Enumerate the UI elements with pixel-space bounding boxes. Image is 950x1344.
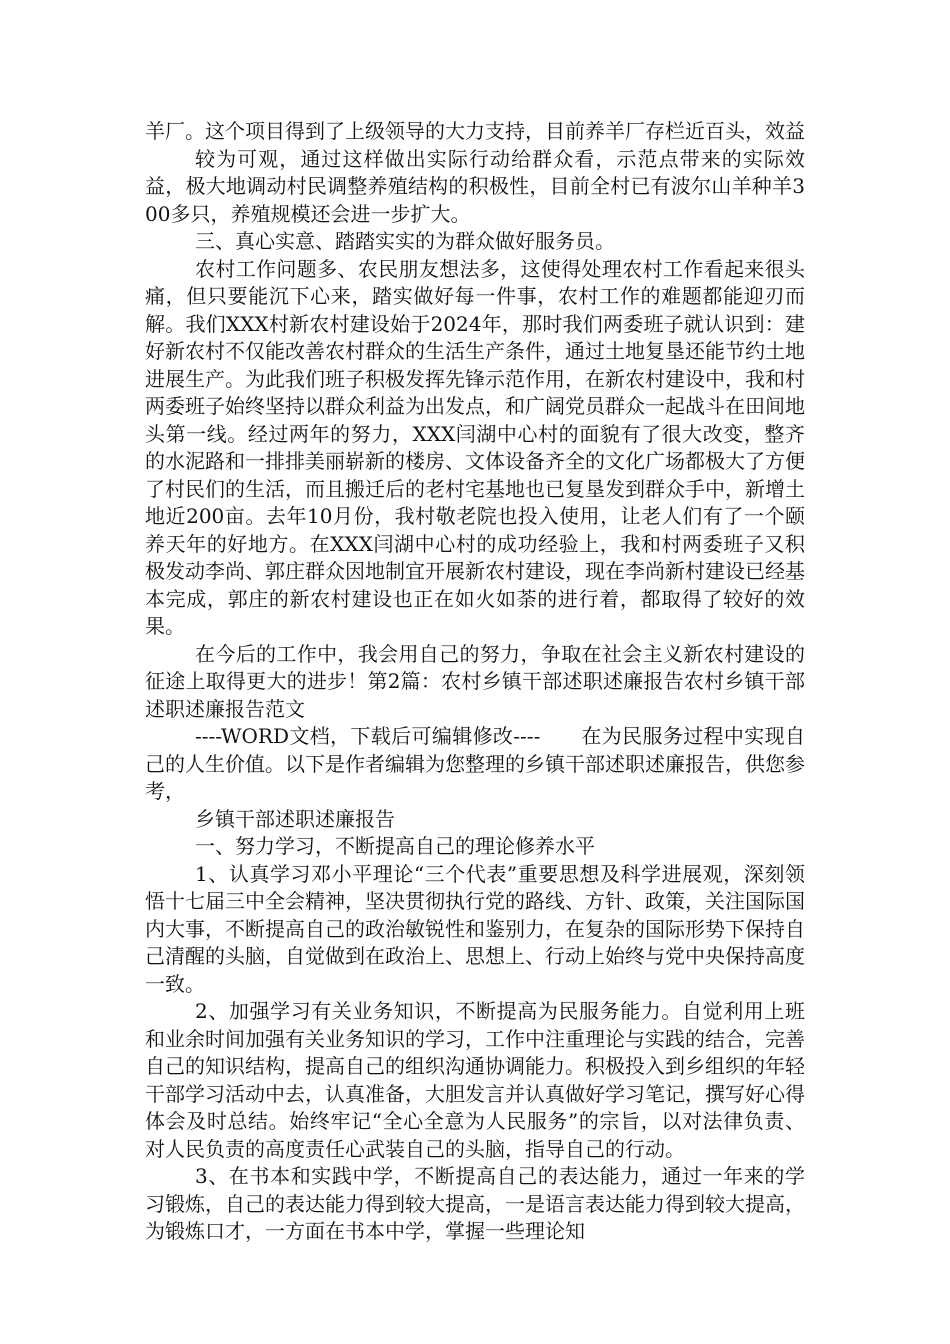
document-body: [145, 118, 805, 1246]
paragraph-11: 3、在书本和实践中学，不断提高自己的表达能力，通过一年来的学习锻炼，自己的表达能力得到较大提高，一是语言表达能力得到较大提高，为锻炼口才，一方面在书本中学，掌握一些理论知: [145, 1164, 805, 1243]
paragraph-1: 羊厂。这个项目得到了上级领导的大力支持，目前养羊厂存栏近百头，效益: [145, 119, 805, 143]
paragraph-5: 在今后的工作中，我会用自己的努力，争取在社会主义新农村建设的征途上取得更大的进步！第2篇：农村乡镇干部述职述廉报告农村乡镇干部述职述廉报告范文: [145, 641, 805, 721]
section-heading-1: 一、努力学习，不断提高自己的理论修养水平: [195, 834, 595, 858]
paragraph-6: ----WORD文档，下载后可编辑修改---- 在为民服务过程中实现自己的人生价值。以下是作者编辑为您整理的乡镇干部述职述廉报告，供您参考，: [145, 724, 805, 803]
report-title: 乡镇干部述职述廉报告: [195, 806, 395, 831]
section-heading-3: 三、真心实意、踏踏实实的为群众做好服务员。: [195, 229, 615, 253]
paragraph-4: 农村工作问题多、农民朋友想法多，这使得处理农村工作看起来很头痛，但只要能沉下心来，踏实做好每一件事，农村工作的难题都能迎刃而解。我们XXX村新农村建设始于2024年，那时我们两委班子就认识到：建好新农村不仅能改善农村群众的生活生产条件，通过土地复垦还能节约土地进展生产。为此我们班子积极发挥先锋示范作用，在新农村建设中，我和村两委班子始终坚持以群众利益为出发点，和广阔党员群众一起战斗在田间地头第一线。经过两年的努力，XXX闫湖中心村的面貌有了很大改变，整齐的水泥路和一排排美丽崭新的楼房、文体设备齐全的文化广场都极大了方便了村民们的生活，而且搬迁后的老村宅基地也已复垦发到群众手中，新增土地近200亩。去年10月份，我村敬老院也投入使用，让老人们有了一个颐养天年的好地方。在XXX闫湖中心村的成功经验上，我和村两委班子又积极发动李尚、郭庄群众因地制宜开展新农村建设，现在李尚新村建设已经基本完成，郭庄的新农村建设也正在如火如荼的进行着，都取得了较好的效果。: [145, 256, 805, 638]
paragraph-9: 1、认真学习邓小平理论“三个代表”重要思想及科学进展观，深刻领悟十七届三中全会精神，坚决贯彻执行党的路线、方针、政策，关注国际国内大事，不断提高自己的政治敏锐性和鉴别力，在复杂的国际形势下保持自己清醒的头脑，自觉做到在政治上、思想上、行动上始终与党中央保持高度一致。: [145, 861, 805, 996]
paragraph-10: 2、加强学习有关业务知识，不断提高为民服务能力。自觉利用上班和业余时间加强有关业务知识的学习，工作中注重理论与实践的结合，完善自己的知识结构，提高自己的组织沟通协调能力。积极投入到乡组织的年轻干部学习活动中去，认真准备，大胆发言并认真做好学习笔记，撰写好心得体会及时总结。始终牢记“全心全意为人民服务”的宗旨，以对法律负责、对人民负责的高度责任心武装自己的头脑，指导自己的行动。: [145, 999, 805, 1161]
paragraph-2: 较为可观，通过这样做出实际行动给群众看，示范点带来的实际效益，极大地调动村民调整养殖结构的积极性，目前全村已有波尔山羊种羊300多只，养殖规模还会进一步扩大。: [145, 146, 805, 226]
